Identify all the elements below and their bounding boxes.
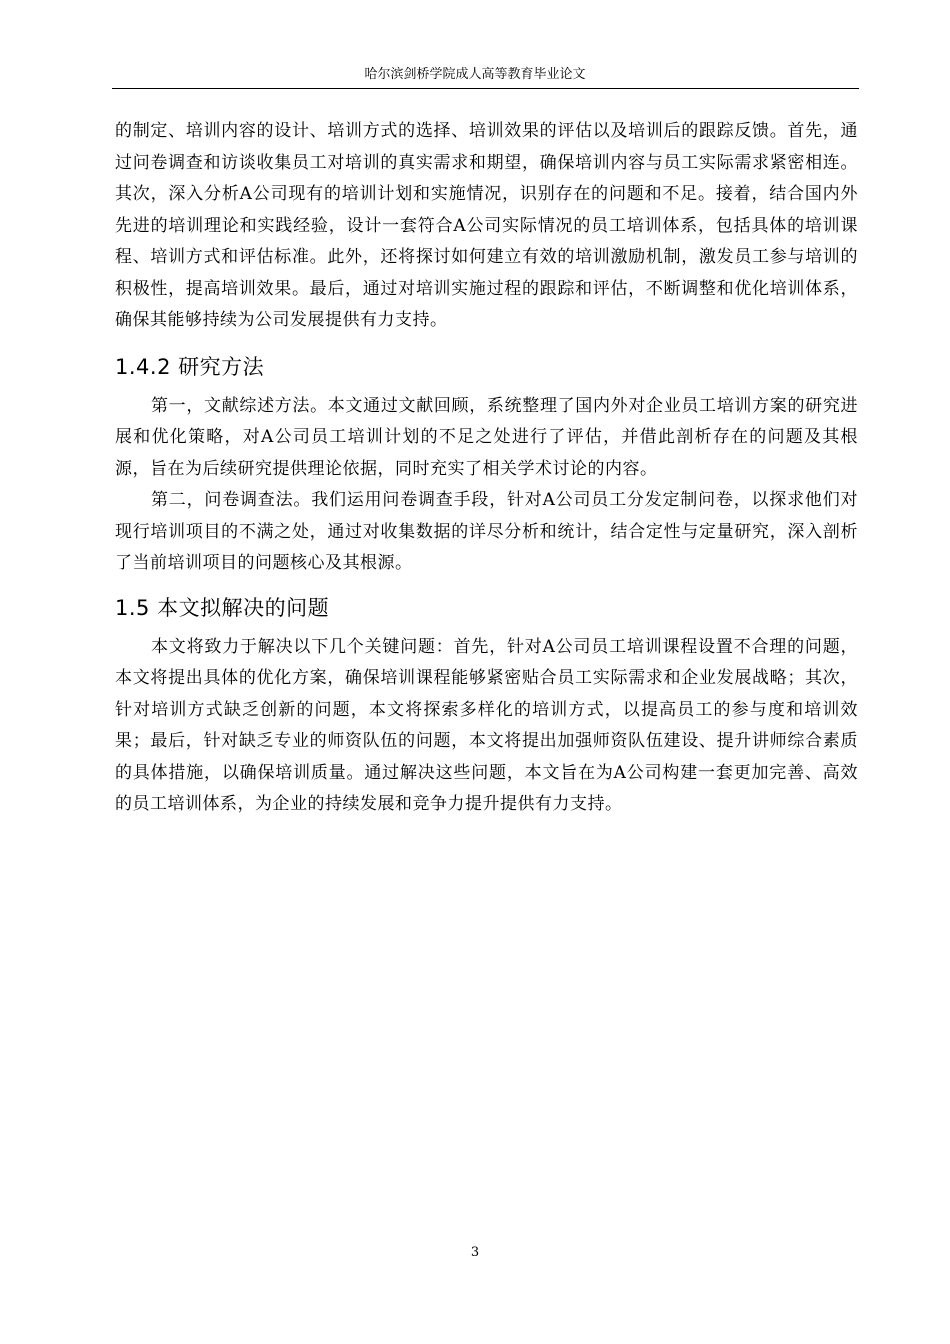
page-number: 3 <box>470 1245 480 1260</box>
header-divider <box>112 88 859 89</box>
paragraph-literature-review: 第一，文献综述方法。本文通过文献回顾，系统整理了国内外对企业员工培训方案的研究进展和优化策略，对A公司员工培训计划的不足之处进行了评估，并借此剖析存在的问题及其根源，旨在为后续研究提供理论依据，同时充实了相关学术讨论的内容。 <box>115 395 858 479</box>
document-body <box>115 116 858 821</box>
page-header-title: 哈尔滨剑桥学院成人高等教育毕业论文 <box>364 67 586 82</box>
section-heading-research-methods: 1.4.2 研究方法 <box>115 354 265 379</box>
intro-paragraph: 的制定、培训内容的设计、培训方式的选择、培训效果的评估以及培训后的跟踪反馈。首先，通过问卷调查和访谈收集员工对培训的真实需求和期望，确保培训内容与员工实际需求紧密相连。其次，深入分析A公司现有的培训计划和实施情况，识别存在的问题和不足。接着，结合国内外先进的培训理论和实践经验，设计一套符合A公司实际情况的员工培训体系，包括具体的培训课程、培训方式和评估标准。此外，还将探讨如何建立有效的培训激励机制，激发员工参与培训的积极性，提高培训效果。最后，通过对培训实施过程的跟踪和评估，不断调整和优化培训体系，确保其能够持续为公司发展提供有力支持。 <box>115 121 858 330</box>
paragraph-problems-to-solve: 本文将致力于解决以下几个关键问题：首先，针对A公司员工培训课程设置不合理的问题，本文将提出具体的优化方案，确保培训课程能够紧密贴合员工实际需求和企业发展战略；其次，针对培训方式缺乏创新的问题，本文将探索多样化的培训方式，以提高员工的参与度和培训效果；最后，针对缺乏专业的师资队伍的问题，本文将提出加强师资队伍建设、提升讲师综合素质的具体措施，以确保培训质量。通过解决这些问题，本文旨在为A公司构建一套更加完善、高效的员工培训体系，为企业的持续发展和竞争力提升提供有力支持。 <box>115 636 858 814</box>
paragraph-questionnaire-method: 第二，问卷调查法。我们运用问卷调查手段，针对A公司员工分发定制问卷，以探求他们对现行培训项目的不满之处，通过对收集数据的详尽分析和统计，结合定性与定量研究，深入剖析了当前培训项目的问题核心及其根源。 <box>115 490 858 573</box>
section-heading-problems-to-solve: 1.5 本文拟解决的问题 <box>115 595 330 620</box>
